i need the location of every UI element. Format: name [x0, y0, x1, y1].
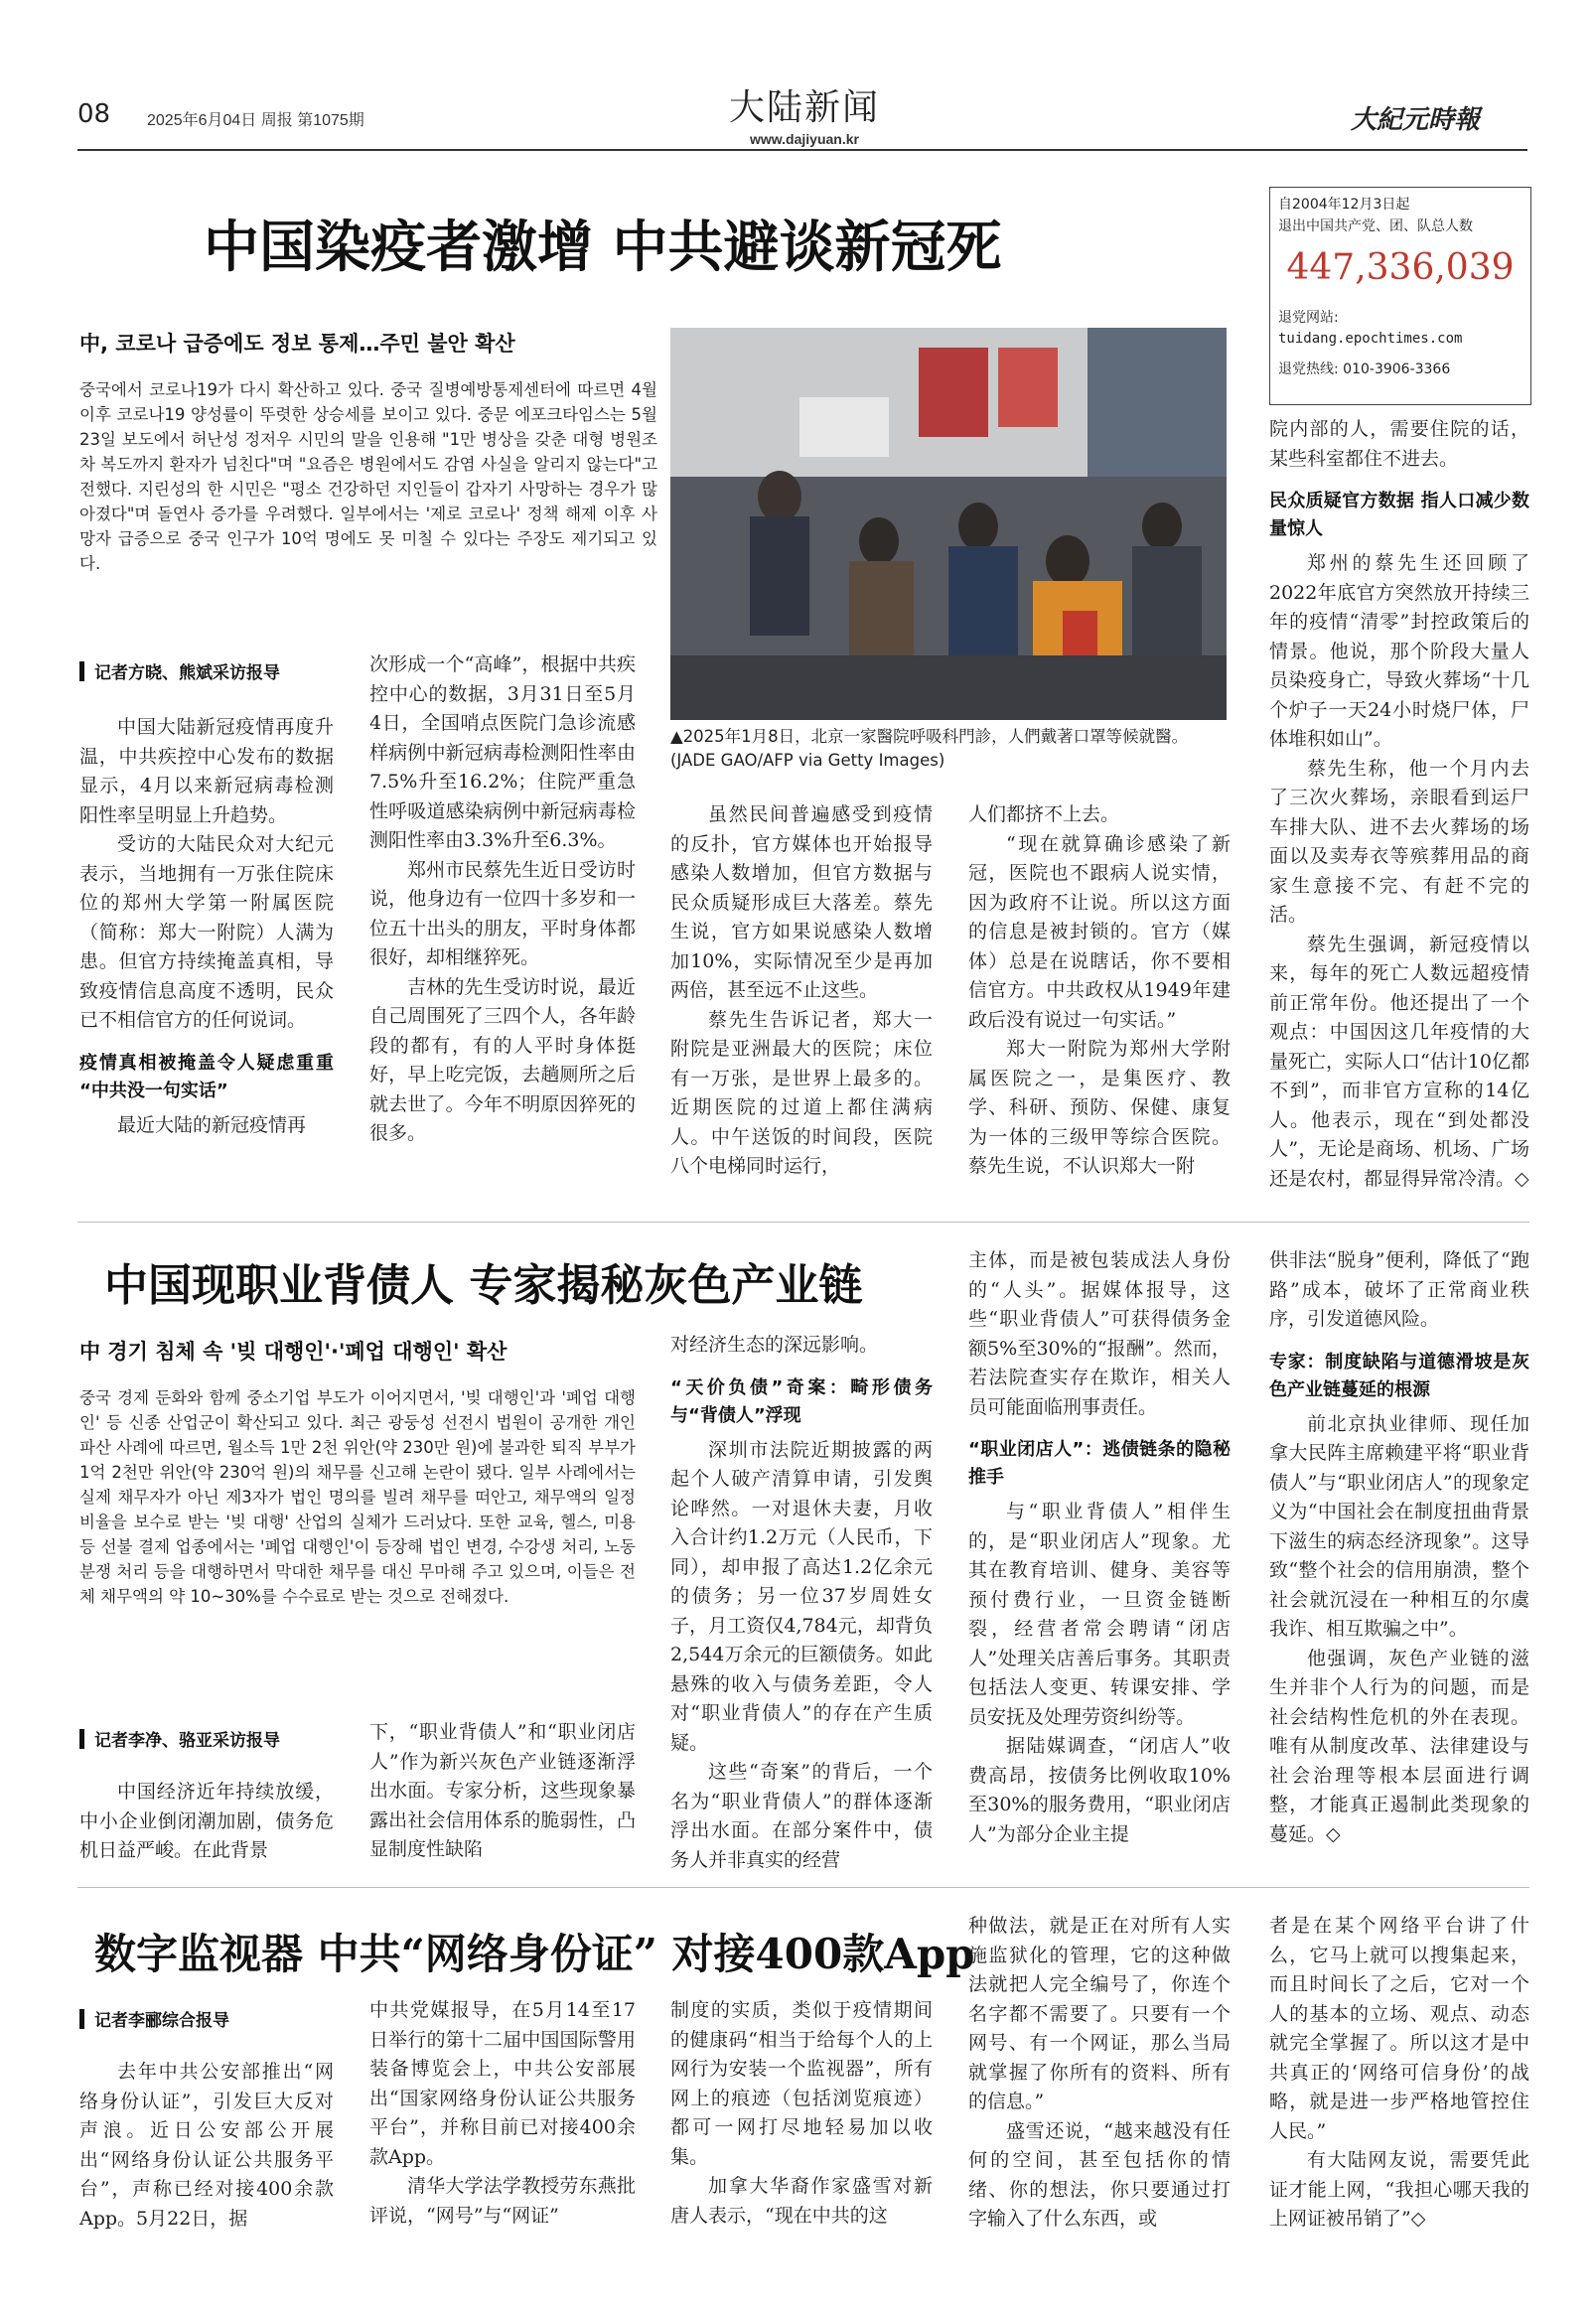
- paragraph: 这些“奇案”的背后，一个名为“职业背债人”的群体逐渐浮出水面。在部分案件中，债务人并非真实的经营: [670, 1761, 933, 1871]
- paragraph: “现在就算确诊感染了新冠，医院也不跟病人说实情，因为政府不让说。所以这方面的信息是被封锁的。官方（媒体）总是在说瞎话，你不要相信官方。中共政权从1949年建政后没有说过一句实话。”: [968, 832, 1231, 1031]
- article1-col4-content: [968, 800, 1231, 1182]
- article1-column-4: [968, 800, 1231, 1182]
- article2-korean-title: 中 경기 침체 속 '빚 대행인'·'폐업 대행인' 확산: [79, 1340, 508, 1364]
- paragraph: 深圳市法院近期披露的两起个人破产清算申请，引发舆论哗然。一对退休夫妻，月收入合计约1.2万元（人民币，下同），却申报了高达1.2亿余元的债务；另一位37岁周姓女子，月工资仅4,784元，却背负2,544万余元的巨额债务。如此悬殊的收入与债务差距，令人对“职业背债人”的存在产生质疑。: [670, 1438, 933, 1754]
- counter-site-url[interactable]: tuidang.epochtimes.com: [1278, 331, 1463, 347]
- site-url[interactable]: www.dajiyuan.kr: [750, 131, 859, 147]
- page-number: 08: [77, 99, 111, 129]
- paragraph: 下，“职业背债人”和“职业闭店人”作为新兴灰色产业链逐渐浮出水面。专家分析，这些现象暴露出社会信用体系的脆弱性，凸显制度性缺陷: [369, 1721, 636, 1860]
- article2-korean-summary: 중국 경제 둔화와 함께 중소기업 부도가 이어지면서, '빚 대행인'과 '폐업 대행인' 등 신종 산업군이 확산되고 있다. 최근 광둥성 선전시 법원이 공개한 개인 파산 사례에 따르면, 월소득 1만 2천 위안(약 230만 원)에 불과한 퇴직 부부가 1억 2천만 위안(약 230억 원)의 채무를 신고해 논란이 됐다. 일부 사례에서는 실제 채무자가 아닌 제3자가 법인 명의를 빌려 채무를 떠안고, 채무액의 일정 비율을 보수로 받는 '빚 대행' 산업의 실체가 드러났다. 또한 교육, 헬스, 미용 등 선불 결제 업종에서는 '폐업 대행인'이 등장해 법인 변경, 수강생 처리, 노동 분쟁 처리 등을 대행하면서 막대한 채무를 대신 무마해 주고 있으며, 이들은 전체 채무액의 약 10~30%를 수수료로 받는 것으로 전해졌다.: [79, 1388, 636, 1606]
- article3-column-3: [670, 1996, 933, 2231]
- article3-column-4: [968, 1912, 1231, 2235]
- byline-text: 记者方晓、熊斌采访报导: [94, 663, 280, 683]
- paragraph: 郑大一附院为郑州大学附属医院之一，是集医疗、教学、科研、预防、保健、康复为一体的三级甲等综合医院。蔡先生说，不认识郑大一附: [968, 1038, 1231, 1177]
- paragraph: 主体，而是被包装成法人身份的“人头”。据媒体报导，这些“职业背债人”可获得债务金额5%至30%的“报酬”。然而，若法院查实存在欺诈，相关人员可能面临刑事责任。: [968, 1249, 1231, 1418]
- paragraph: 去年中共公安部推出“网络身份认证”，引发巨大反对声浪。近日公安部公开展出“网络身份认证公共服务平台”，声称已经对接400余款App。5月22日，据: [79, 2061, 334, 2230]
- article-divider-1: [77, 1222, 1529, 1223]
- paragraph: 受访的大陆民众对大纪元表示，当地拥有一万张住院床位的郑州大学第一附属医院（简称：郑大一附院）人满为患。但官方持续掩盖真相，导致疫情信息高度不透明，民众已不相信官方的任何说词。: [79, 833, 334, 1031]
- article3-col4-content: [968, 1912, 1231, 2235]
- article3-column-1: [79, 2058, 334, 2234]
- byline-text: 记者李净、骆亚采访报导: [94, 1731, 280, 1751]
- paragraph: 蔡先生强调，新冠疫情以来，每年的死亡人数远超疫情前正常年份。他还提出了一个观点：中国因这几年疫情的大量死亡，实际人口“估计10亿都不到”，而非官方宣称的14亿人。他表示，现在“到处都没人”，无论是商场、机场、广场还是农村，都显得异常冷清。◇: [1269, 933, 1529, 1190]
- paragraph: 中共党媒报导，在5月14至17日举行的第十二届中国国际警用装备博览会上，中共公安部展出“国家网络身份认证公共服务平台”，并称目前已对接400余款App。: [369, 1999, 636, 2168]
- paragraph: 前北京执业律师、现任加拿大民阵主席赖建平将“职业背债人”与“职业闭店人”的现象定义为“中国社会在制度扭曲背景下滋生的病态经济现象”。这导致“整个社会的信用崩溃，整个社会就沉浸在一种相互的尔虞我诈、相互欺骗之中”。: [1269, 1412, 1529, 1640]
- article3-col5-content: [1269, 1912, 1529, 2235]
- article2-column-2: [369, 1718, 636, 1865]
- article1-column-3: [670, 800, 933, 1182]
- subheading: “职业闭店人”：逃债链条的隐秘推手: [968, 1439, 1231, 1488]
- article2-column-1: [79, 1778, 334, 1866]
- article3-col1-content: [79, 2058, 334, 2234]
- header-rule: [77, 149, 1527, 151]
- article2-column-5: [1269, 1246, 1529, 1849]
- article2-byline: [79, 1726, 280, 1751]
- paragraph: 制度的实质，类似于疫情期间的健康码“相当于给每个人的上网行为安装一个监视器”，所有网上的痕迹（包括浏览痕迹）都可一网打尽地轻易加以收集。: [670, 1999, 933, 2168]
- paragraph: 有大陆网友说，需要凭此证才能上网，“我担心哪天我的上网证被吊销了”◇: [1269, 2149, 1529, 2230]
- tuidang-counter-box: [1269, 187, 1531, 405]
- counter-since: 自2004年12月3日起: [1278, 197, 1410, 213]
- subheading: 专家：制度缺陷与道德滑坡是灰色产业链蔓延的根源: [1269, 1351, 1529, 1400]
- paragraph: 中国大陆新冠疫情再度升温，中共疾控中心发布的数据显示，4月以来新冠病毒检测阳性率呈明显上升趋势。: [79, 716, 334, 826]
- paragraph: 供非法“脱身”便利，降低了“跑路”成本，破坏了正常商业秩序，引发道德风险。: [1269, 1249, 1529, 1330]
- article3-column-2: [369, 1996, 636, 2231]
- article1-col1-content: [79, 713, 334, 1140]
- paragraph: 最近大陆的新冠疫情再: [117, 1113, 307, 1136]
- byline-text: 记者李郦综合报导: [94, 2011, 229, 2031]
- article2-col4-content: [968, 1246, 1231, 1849]
- article3-byline: [79, 2006, 229, 2031]
- newspaper-logo: 大紀元時報: [1351, 105, 1481, 135]
- paragraph: 种做法，就是正在对所有人实施监狱化的管理，它的这种做法就把人完全编号了，你连个名字都不需要了。只要有一个网号、有一个网证，那么当局就掌握了你所有的资料、所有的信息。”: [968, 1915, 1231, 2112]
- paragraph: 虽然民间普遍感受到疫情的反扑，官方媒体也开始报导感染人数增加，但官方数据与民众质疑形成巨大落差。蔡先生说，官方如果说感染人数增加10%，实际情况至少是再加两倍，甚至远不止这些。: [670, 803, 933, 1001]
- subheading: 疫情真相被掩盖令人疑虑重重 “中共没一句实话”: [79, 1052, 334, 1101]
- article1-column-2: [369, 650, 636, 1149]
- paragraph: 院内部的人，需要住院的话，某些科室都住不进去。: [1269, 418, 1529, 470]
- paragraph: 据陆媒调查，“闭店人”收费高昂，按债务比例收取10%至30%的服务费用，“职业闭店人”为部分企业主提: [968, 1735, 1231, 1845]
- article3-title: 数字监视器 中共“网络身份证” 对接400款App: [94, 1930, 975, 1978]
- article1-title: 中国染疫者激增 中共避谈新冠死: [204, 215, 1002, 280]
- issue-date: 2025年6月04日 周报 第1075期: [147, 112, 364, 129]
- article3-col2-content: [369, 1996, 636, 2231]
- article3-column-5: [1269, 1912, 1529, 2235]
- paragraph: 他强调，灰色产业链的滋生并非个人行为的问题，而是社会结构性危机的外在表现。唯有从制度改革、法律建设与社会治理等根本层面进行调整，才能真正遏制此类现象的蔓延。◇: [1269, 1647, 1529, 1845]
- byline-bar: [79, 2009, 84, 2029]
- paragraph: 蔡先生告诉记者，郑大一附院是亚洲最大的医院；床位有一万张，是世界上最多的。近期医院的过道上都住满病人。中午送饭的时间段，医院八个电梯同时运行，: [670, 1008, 933, 1177]
- counter-hotline: 退党热线: 010-3906-3366: [1278, 361, 1451, 377]
- article2-column-4: [968, 1246, 1231, 1849]
- article1-column-5: [1269, 415, 1529, 1194]
- article2-col1-content: [79, 1778, 334, 1866]
- paragraph: 吉林的先生受访时说，最近自己周围死了三四个人，各年龄段的都有，有的人平时身体挺好，早上吃完饭，去趟厕所之后就去世了。今年不明原因猝死的很多。: [369, 975, 636, 1144]
- subheading: 民众质疑官方数据 指人口减少数量惊人: [1269, 491, 1529, 539]
- article2-title: 中国现职业背债人 专家揭秘灰色产业链: [104, 1260, 863, 1311]
- counter-site-label: 退党网站:: [1278, 310, 1339, 326]
- article-divider-2: [77, 1887, 1529, 1888]
- paragraph: 蔡先生称，他一个月内去了三次火葬场，亲眼看到运尸车排大队、进不去火葬场的场面以及卖寿衣等殡葬用品的商家生意接不完、有赶不完的活。: [1269, 757, 1529, 926]
- counter-number: 447,336,039: [1286, 247, 1515, 288]
- paragraph: 对经济生态的深远影响。: [670, 1334, 879, 1356]
- article2-col3-content: [670, 1331, 933, 1875]
- paragraph: 加拿大华裔作家盛雪对新唐人表示，“现在中共的这: [670, 2175, 933, 2227]
- article2-column-3: [670, 1331, 933, 1875]
- article3-col3-content: [670, 1996, 933, 2231]
- byline-bar: [79, 661, 84, 681]
- article1-col3-content: [670, 800, 933, 1182]
- article1-photo-caption: ▲2025年1月8日，北京一家醫院呼吸科門診，人們戴著口罩等候就醫。(JADE GAO/AFP via Getty Images): [670, 727, 1189, 770]
- subheading: “天价负债”奇案：畸形债务与“背债人”浮现: [670, 1376, 933, 1426]
- article1-column-1: [79, 713, 334, 1140]
- paragraph: 郑州的蔡先生还回顾了2022年底官方突然放开持续三年的疫情“清零”封控政策后的情景。他说，那个阶段大量人员染疫身亡，导致火葬场“十几个炉子一天24小时烧尸体，尸体堆积如山”。: [1269, 552, 1529, 750]
- byline-bar: [79, 1729, 84, 1749]
- article1-col5-content: [1269, 415, 1529, 1194]
- paragraph: 人们都挤不上去。: [968, 803, 1120, 825]
- section-title: 大陆新闻: [728, 87, 880, 128]
- article1-col2-content: [369, 650, 636, 1149]
- article1-korean-summary: 중국에서 코로나19가 다시 확산하고 있다. 중국 질병예방통제센터에 따르면 4월 이후 코로나19 양성률이 뚜렷한 상승세를 보이고 있다. 중문 에포크타임스는 5월 23일 보도에서 허난성 정저우 시민의 말을 인용해 "1만 병상을 갖춘 대형 병원조차 복도까지 환자가 넘친다"며 "요즘은 병원에서도 감염 사실을 알리지 않는다"고 전했다. 지린성의 한 시민은 "평소 건강하던 지인들이 갑자기 사망하는 경우가 많아졌다"며 돌연사 증가를 우려했다. 일부에서는 '제로 코로나' 정책 해제 이후 사망자 급증으로 중국 인구가 10억 명에도 못 미칠 수 있다는 주장도 제기되고 있다.: [79, 380, 657, 573]
- paragraph: 与“职业背债人”相伴生的，是“职业闭店人”现象。尤其在教育培训、健身、美容等预付费行业，一旦资金链断裂，经营者常会聘请“闭店人”处理关店善后事务。其职责包括法人变更、转课安排、学员安抚及处理劳资纠纷等。: [968, 1501, 1231, 1728]
- hospital-waiting-room-image: [670, 328, 1227, 720]
- article1-korean-title: 中, 코로나 급증에도 정보 통제…주민 불안 확산: [79, 332, 515, 356]
- paragraph: 者是在某个网络平台讲了什么，它马上就可以搜集起来，而且时间长了之后，它对一个人的基本的立场、观点、动态就完全掌握了。所以这才是中共真正的‘网络可信身份’的战略，就是进一步严格地管控住人民。”: [1269, 1915, 1529, 2142]
- article2-col5-content: [1269, 1246, 1529, 1849]
- article1-photo: [670, 328, 1227, 720]
- paragraph: 中国经济近年持续放缓，中小企业倒闭潮加剧，债务危机日益严峻。在此背景: [79, 1781, 334, 1861]
- article2-col2-content: [369, 1718, 636, 1865]
- paragraph: 次形成一个“高峰”，根据中共疾控中心的数据，3月31日至5月4日，全国哨点医院门急诊流感样病例中新冠病毒检测阳性率由7.5%升至16.2%；住院严重急性呼吸道感染病例中新冠病毒检测阳性率由3.3%升至6.3%。: [369, 653, 636, 851]
- paragraph: 清华大学法学教授劳东燕批评说，“网号”与“网证”: [369, 2175, 636, 2227]
- counter-label: 退出中国共产党、团、队总人数: [1278, 218, 1473, 234]
- paragraph: 郑州市民蔡先生近日受访时说，他身边有一位四十多岁和一位五十出头的朋友，平时身体都很好，却相继猝死。: [369, 858, 636, 968]
- article1-byline: [79, 658, 280, 683]
- paragraph: 盛雪还说，“越来越没有任何的空间，甚至包括你的情绪、你的想法，你只要通过打字输入了什么东西，或: [968, 2119, 1231, 2230]
